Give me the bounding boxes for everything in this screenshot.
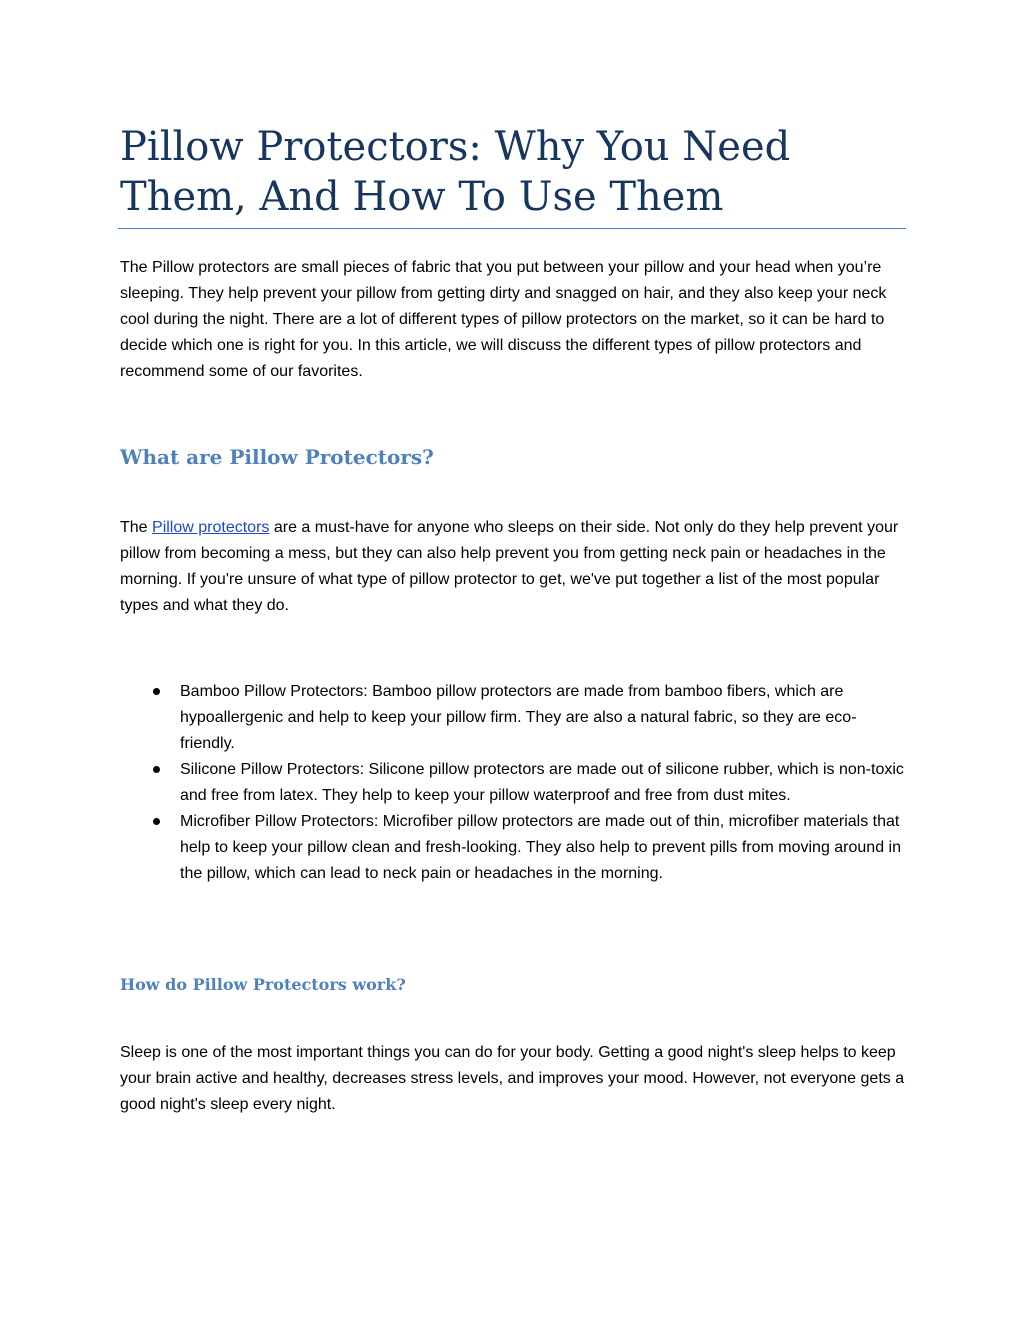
section1-para-prefix: The xyxy=(120,519,153,536)
list-item-text: Microfiber Pillow Protectors: Microfiber pillow protectors are made out of thin, microfiber materials that help to keep your pillow clean and fresh-looking. They also help to prevent pills from moving around in the pillow, which can lead to neck pain or headaches in the morning. xyxy=(180,813,901,882)
protector-types-list xyxy=(120,679,910,887)
pillow-protectors-link[interactable]: Pillow protectors xyxy=(152,519,270,536)
list-item xyxy=(120,679,910,757)
section1-paragraph xyxy=(120,515,910,619)
section-heading-how-work: How do Pillow Protectors work? xyxy=(120,975,406,994)
title-divider xyxy=(118,228,906,229)
section2-paragraph: Sleep is one of the most important things you can do for your body. Getting a good night's sleep helps to keep your brain active and healthy, decreases stress levels, and improves your mood. However, not everyone gets a good night's sleep every night. xyxy=(120,1044,905,1113)
intro-paragraph: The Pillow protectors are small pieces of fabric that you put between your pillow and your head when you’re sleeping. They help prevent your pillow from getting dirty and snagged on hair, and they also keep your neck cool during the night. There are a lot of different types of pillow protectors on the market, so it can be hard to decide which one is right for you. In this article, we will discuss the different types of pillow protectors and recommend some of our favorites. xyxy=(120,259,887,380)
list-item xyxy=(120,757,910,809)
list-item xyxy=(120,809,910,887)
section-heading-what-are: What are Pillow Protectors? xyxy=(120,445,434,469)
bullet-icon xyxy=(153,688,160,695)
list-item-text: Bamboo Pillow Protectors: Bamboo pillow protectors are made from bamboo fibers, which are hypoallergenic and help to keep your pillow firm. They are also a natural fabric, so they are eco-friendly. xyxy=(180,683,857,752)
list-item-text: Silicone Pillow Protectors: Silicone pillow protectors are made out of silicone rubber, which is non-toxic and free from latex. They help to keep your pillow waterproof and free from dust mites. xyxy=(180,761,904,804)
bullet-icon xyxy=(153,818,160,825)
bullet-icon xyxy=(153,766,160,773)
page-title: Pillow Protectors: Why You Need Them, And How To Use Them xyxy=(120,124,791,220)
section1-para-suffix: are a must-have for anyone who sleeps on their side. Not only do they help prevent your pillow from becoming a mess, but they can also help prevent you from getting neck pain or headaches in the morning. If you're unsure of what type of pillow protector to get, we've put together a list of the most popular types and what they do. xyxy=(120,519,899,614)
